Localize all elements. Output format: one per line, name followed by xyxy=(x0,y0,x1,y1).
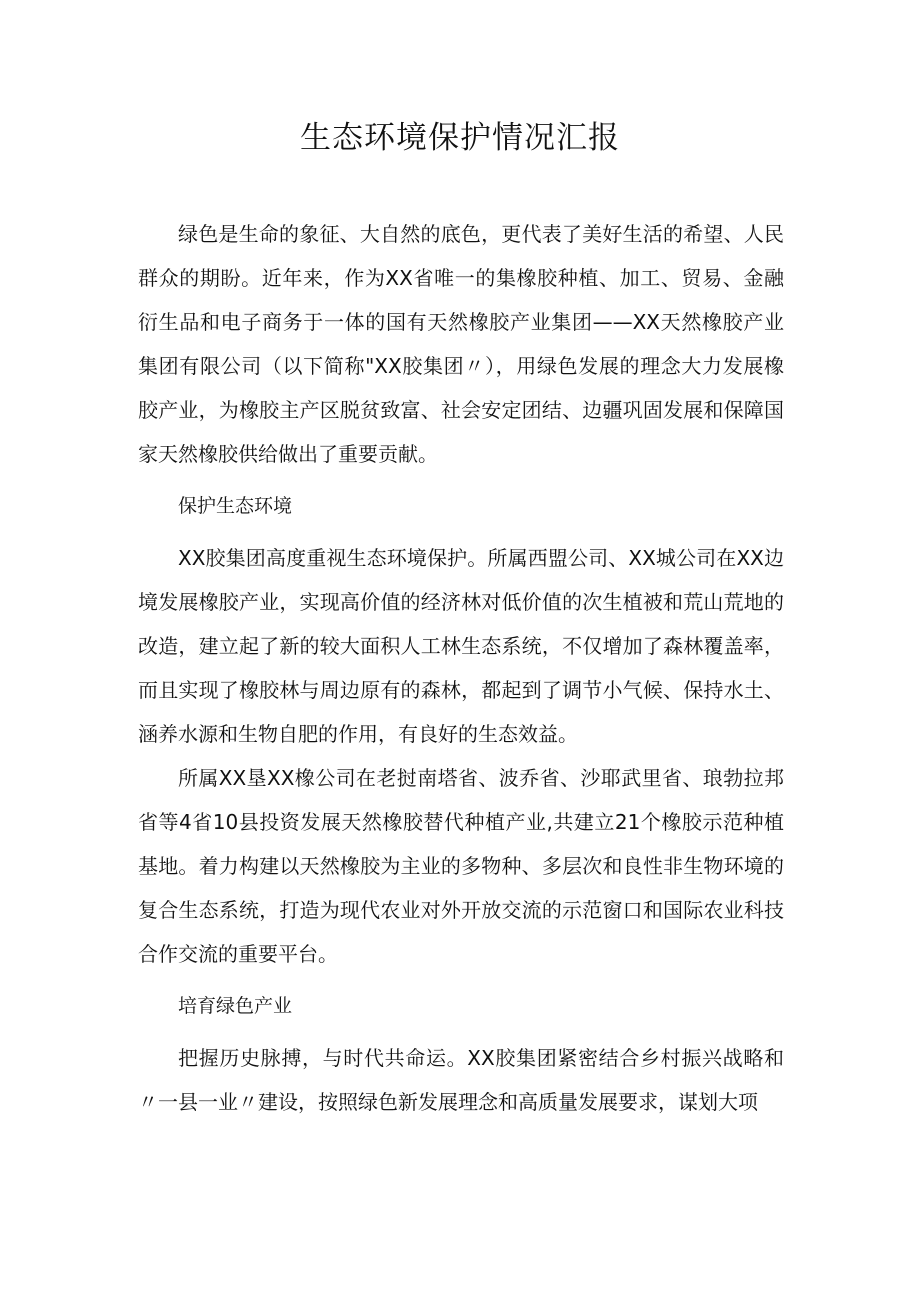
document-title: 生态环境保护情况汇报 xyxy=(300,120,620,156)
section-heading-protect-environment: 保护生态环境 xyxy=(178,495,293,517)
paragraph-environment-protection: XX胶集团高度重视生态环境保护。所属西盟公司、XX城公司在XX边境发展橡胶产业，实现高价值的经济林对低价值的次生植被和荒山荒地的改造，建立起了新的较大面积人工林生态系统，不仅增加了森林覆盖率，而且实现了橡胶林与周边原有的森林，都起到了调节小气候、保持水土、涵养水源和生物自肥的作用，有良好的生态效益。 xyxy=(138,546,784,746)
paragraph-green-industry: 把握历史脉搏，与时代共命运。XX胶集团紧密结合乡村振兴战略和〃一县一业〃建设，按照绿色新发展理念和高质量发展要求，谋划大项 xyxy=(138,1046,784,1114)
section-heading-green-industry: 培育绿色产业 xyxy=(178,995,293,1017)
paragraph-laos-planting: 所属XX垦XX橡公司在老挝南塔省、波乔省、沙耶武里省、琅勃拉邦省等4省10县投资发展天然橡胶替代种植产业,共建立21个橡胶示范种植基地。着力构建以天然橡胶为主业的多物种、多层次和良性非生物环境的复合生态系统，打造为现代农业对外开放交流的示范窗口和国际农业科技合作交流的重要平台。 xyxy=(138,766,784,966)
paragraph-intro: 绿色是生命的象征、大自然的底色，更代表了美好生活的希望、人民群众的期盼。近年来，作为XX省唯一的集橡胶种植、加工、贸易、金融衍生品和电子商务于一体的国有天然橡胶产业集团——XX天然橡胶产业集团有限公司（以下简称"XX胶集团〃），用绿色发展的理念大力发展橡胶产业，为橡胶主产区脱贫致富、社会安定团结、边疆巩固发展和保障国家天然橡胶供给做出了重要贡献。 xyxy=(138,222,784,466)
document-body xyxy=(138,212,784,1124)
